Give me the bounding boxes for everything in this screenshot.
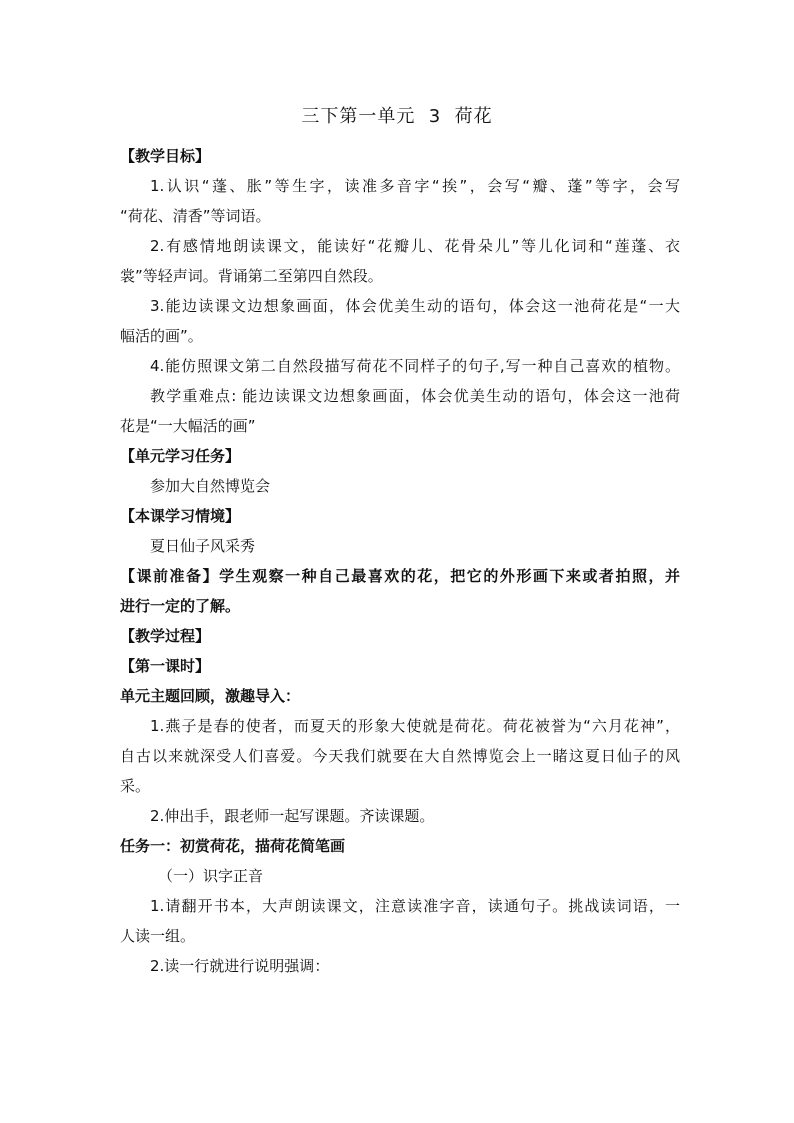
section-heading-first-lesson: 【第一课时】 [120,657,211,675]
section-heading-lesson-context: 【本课学习情境】 [120,507,241,525]
literacy-2-line: 2.读一行就进行说明强调： [150,957,330,975]
intro-heading: 单元主题回顾，激趣导入： [120,687,301,705]
intro-1-line-3: 采。 [120,777,151,795]
unit-task-text: 参加大自然博览会 [150,477,271,495]
goal-3-line-1: 3.能边读课文边想象画面，体会优美生动的语句，体会这一池荷花是“一大 [150,297,680,315]
goal-2-line-1: 2.有感情地朗读课文，能读好“花瓣儿、花骨朵儿”等儿化词和“莲蓬、衣 [150,237,680,255]
preparation-line-1: 【课前准备】学生观察一种自己最喜欢的花，把它的外形画下来或者拍照，并 [120,567,680,585]
subsection-literacy-heading: （一）识字正音 [158,867,264,885]
section-heading-teaching-goals: 【教学目标】 [120,147,211,165]
literacy-1-line-1: 1.请翻开书本，大声朗读课文，注意读准字音，读通句子。挑战读词语，一 [150,897,680,915]
goal-4-line: 4.能仿照课文第二自然段描写荷花不同样子的句子,写一种自己喜欢的植物。 [150,357,680,375]
intro-2-line: 2.伸出手，跟老师一起写课题。齐读课题。 [150,807,435,825]
intro-1-line-1: 1.燕子是春的使者，而夏天的形象大使就是荷花。荷花被誉为“六月花神”， [150,717,680,735]
document-body [120,141,680,981]
intro-1-line-2: 自古以来就深受人们喜爱。今天我们就要在大自然博览会上一睹这夏日仙子的风 [120,747,680,765]
goal-1-line-1: 1.认识“蓬、胀”等生字，读准多音字“挨”，会写“瓣、蓬”等字，会写 [150,177,680,195]
section-heading-unit-task: 【单元学习任务】 [120,447,241,465]
goal-3-line-2: 幅活的画”。 [120,327,203,345]
task-1-heading: 任务一：初赏荷花，描荷花简笔画 [120,837,346,855]
section-heading-teaching-process: 【教学过程】 [120,627,211,645]
preparation-line-2: 进行一定的了解。 [120,597,241,615]
key-points-line-1: 教学重难点: 能边读课文边想象画面，体会优美生动的语句，体会这一池荷 [150,387,680,405]
document-title: 三下第一单元 3 荷花 [301,106,493,127]
lesson-context-text: 夏日仙子风采秀 [150,537,256,555]
literacy-1-line-2: 人读一组。 [120,927,196,945]
goal-2-line-2: 裳”等轻声词。背诵第二至第四自然段。 [120,267,383,285]
goal-1-line-2: “荷花、清香”等词语。 [120,207,271,225]
key-points-line-2: 花是“一大幅活的画” [120,417,256,435]
